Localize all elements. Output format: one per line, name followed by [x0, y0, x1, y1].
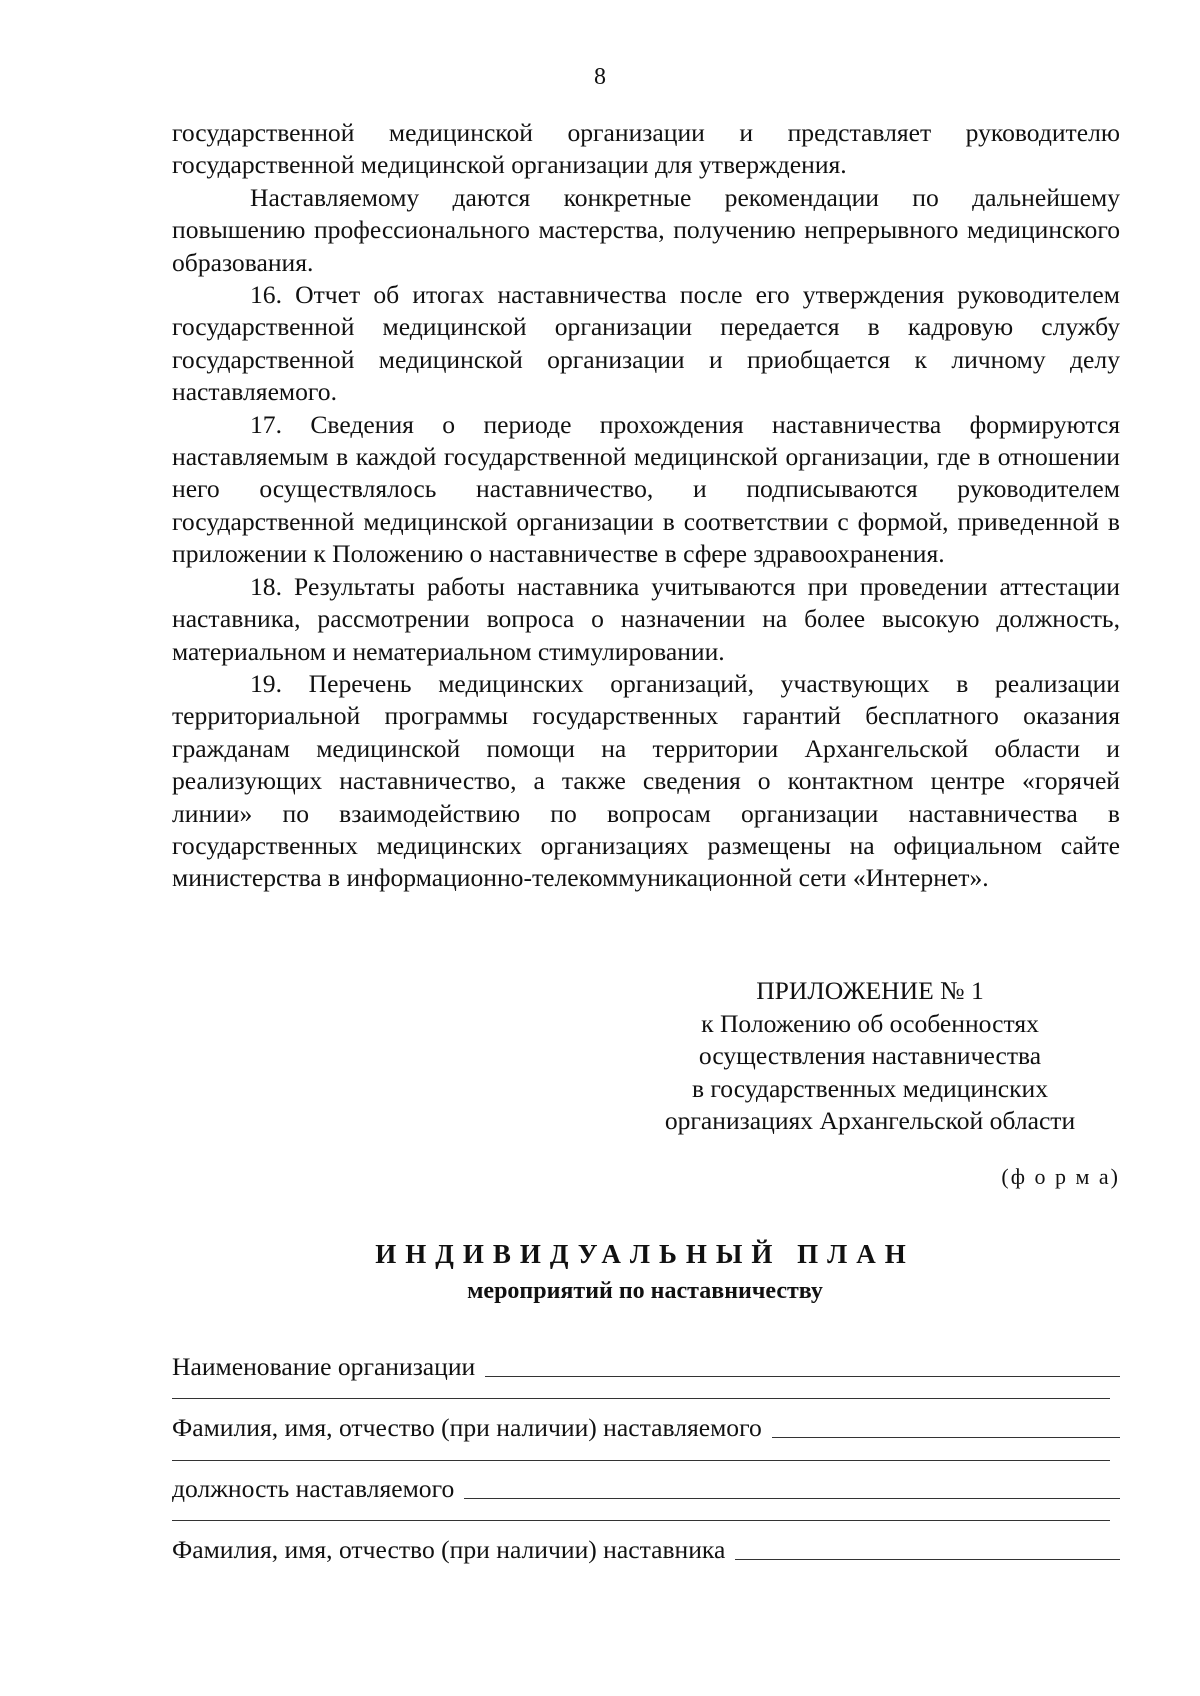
paragraph-18: 18. Результаты работы наставника учитываются при проведении аттестации наставника, рассмотрении вопроса о назначении на более высокую должность, материальном и нематериальном стимулировании.	[172, 571, 1120, 666]
appendix-line: к Положению об особенностях	[701, 1008, 1039, 1038]
appendix-header	[640, 975, 1100, 1138]
mentee-position-blank-continuation[interactable]	[172, 1520, 1110, 1521]
paragraph-recommendations: Наставляемому даются конкретные рекомендации по дальнейшему повышению профессионального мастерства, получению непрерывного медицинского образования.	[172, 182, 1120, 277]
plan-subtitle: мероприятий по наставничеству	[467, 1278, 823, 1304]
mentor-name-field[interactable]	[172, 1535, 1120, 1565]
appendix-line: осуществления наставничества	[698, 1041, 1042, 1071]
mentee-name-blank-continuation[interactable]	[172, 1460, 1110, 1461]
organization-name-label: Наименование организации	[172, 1352, 476, 1381]
mentee-name-label: Фамилия, имя, отчество (при наличии) наставляемого	[172, 1413, 762, 1442]
mentee-name-field[interactable]	[172, 1413, 1120, 1443]
page-number: 8	[594, 64, 606, 90]
paragraph-19: 19. Перечень медицинских организаций, участвующих в реализации территориальной программы государственных гарантий бесплатного оказания гражданам медицинской помощи на территории Архангельской области и реализующих наставничество, а также сведения о контактном центре «горячей линии» по взаимодействию по вопросам организации наставничества в государственных медицинских организациях размещены на официальном сайте министерства в информационно-телекоммуникационной сети «Интернет».	[172, 668, 1120, 893]
body-text	[172, 117, 1120, 895]
form-note: (ф о р м а)	[1001, 1164, 1120, 1189]
organization-name-blank-continuation[interactable]	[172, 1398, 1110, 1399]
mentee-position-label: должность наставляемого	[172, 1474, 455, 1503]
paragraph-continuation: государственной медицинской организации и представляет руководителю государственной медицинской организации для утверждения.	[172, 118, 1120, 180]
paragraph-17: 17. Сведения о периоде прохождения наставничества формируются наставляемым в каждой государственной медицинской организации, где в отношении него осуществлялось наставничество, и подписываются руководителем государственной медицинской организации в соответствии с формой, приведенной в приложении к Положению о наставничестве в сфере здравоохранения.	[172, 409, 1120, 569]
mentee-position-blank[interactable]	[464, 1497, 1120, 1499]
paragraph-16: 16. Отчет об итогах наставничества после его утверждения руководителем государственной медицинской организации передается в кадровую службу государственной медицинской организации и приобщается к личному делу наставляемого.	[172, 280, 1120, 407]
organization-name-field[interactable]	[172, 1352, 1120, 1382]
mentee-position-field[interactable]	[172, 1474, 1120, 1504]
appendix-title: ПРИЛОЖЕНИЕ № 1	[756, 976, 984, 1005]
organization-name-blank[interactable]	[485, 1375, 1120, 1377]
appendix-line: в государственных медицинских	[691, 1073, 1049, 1103]
plan-title: ИНДИВИДУАЛЬНЫЙ ПЛАН	[375, 1239, 915, 1269]
mentor-name-label: Фамилия, имя, отчество (при наличии) наставника	[172, 1535, 726, 1564]
mentor-name-blank[interactable]	[735, 1558, 1120, 1560]
mentee-name-blank[interactable]	[772, 1436, 1120, 1438]
appendix-line: организациях Архангельской области	[664, 1106, 1076, 1136]
